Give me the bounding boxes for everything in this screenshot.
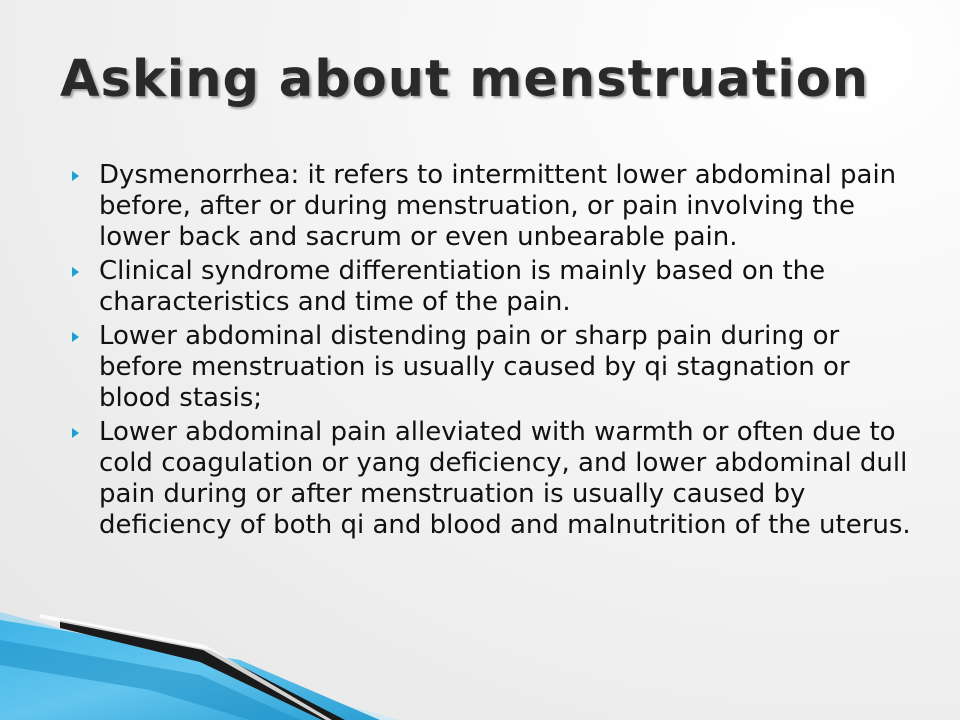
triangle-right-icon [72,332,79,342]
bullet-text: Clinical syndrome differentiation is mainly based on the characteristics and time of the pain. [99,256,826,317]
bullet-text: Lower abdominal pain alleviated with warmth or often due to cold coagulation or yang deficiency, and lower abdominal dull pain during or after menstruation is usually caused by deficiency of both qi and blood and malnutrition of the uterus. [99,417,911,540]
triangle-right-icon [72,171,79,181]
bullet-list [70,160,920,544]
bullet-text: Dysmenorrhea: it refers to intermittent lower abdominal pain before, after or during menstruation, or pain involving the lower back and sacrum or even unbearable pain. [99,160,897,252]
slide-title: Asking about menstruation [60,50,870,109]
bullet-item [70,417,920,541]
bullet-item [70,321,920,414]
triangle-right-icon [72,267,79,277]
bullet-text: Lower abdominal distending pain or sharp pain during or before menstruation is usually caused by qi stagnation or blood stasis; [99,321,850,413]
bullet-item [70,160,920,253]
bullet-item [70,256,920,318]
triangle-right-icon [72,428,79,438]
